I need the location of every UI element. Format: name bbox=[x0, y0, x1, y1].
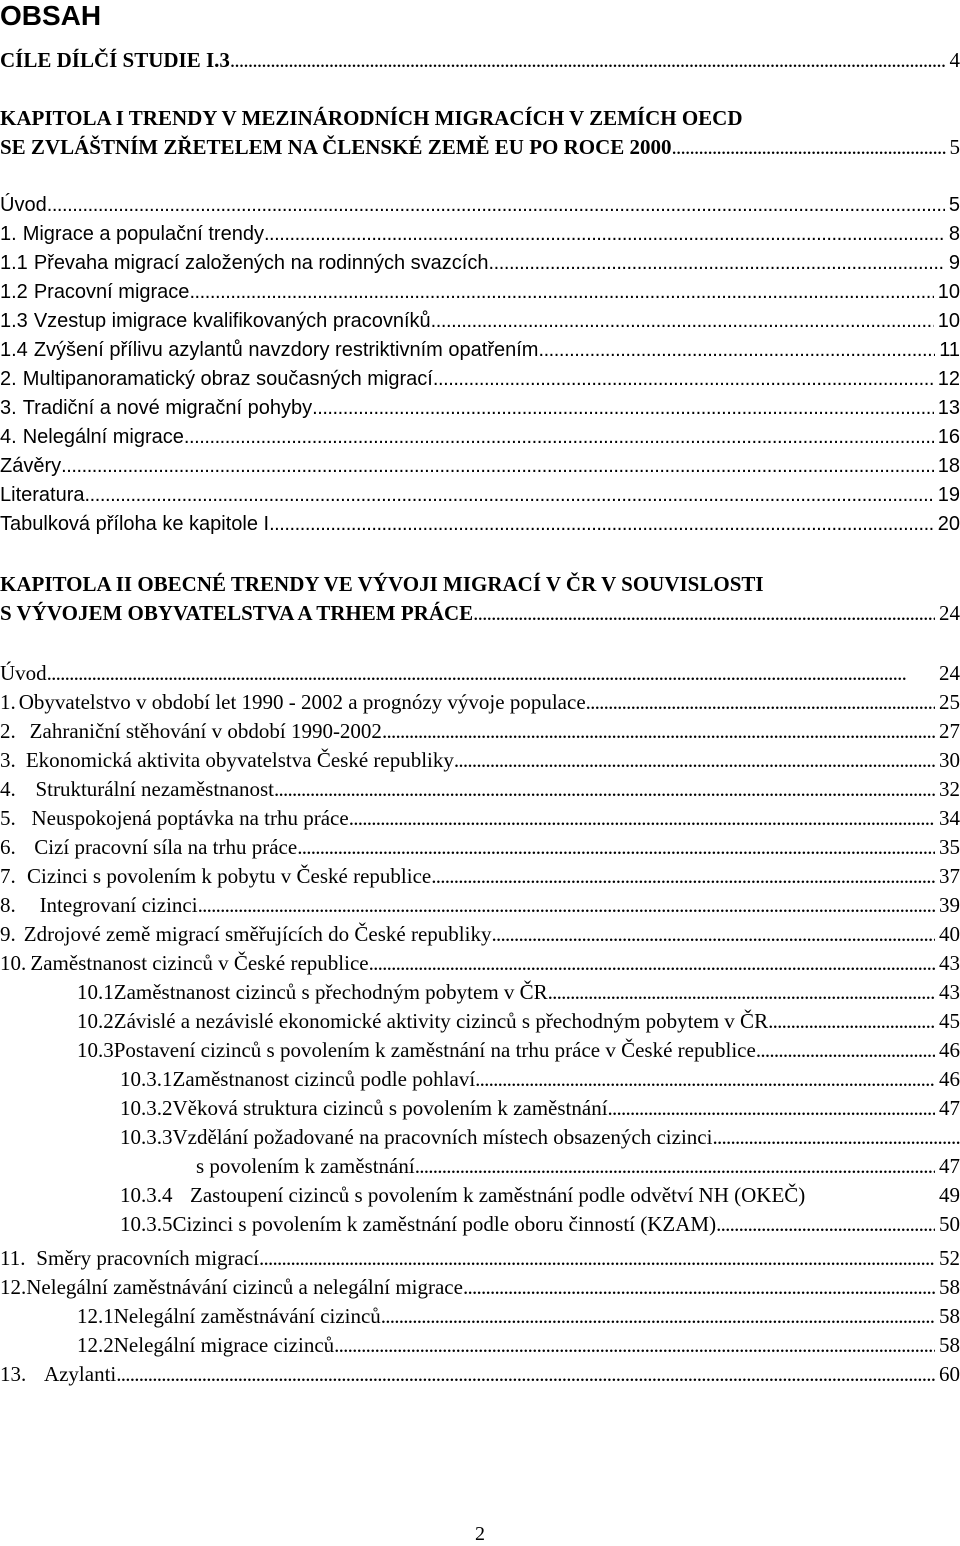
toc-entry-page: 18 bbox=[937, 455, 960, 477]
toc-entry-page: 35 bbox=[939, 835, 960, 859]
toc-entry-title: Zaměstnanost cizinců podle pohlaví bbox=[172, 1067, 476, 1091]
toc-entry-number: 1.2 bbox=[0, 281, 28, 303]
toc-entry[interactable] bbox=[0, 688, 960, 717]
toc-entry-page: 5 bbox=[948, 194, 960, 216]
dot-leader bbox=[381, 1302, 935, 1331]
toc-entry[interactable] bbox=[0, 220, 960, 249]
toc-entry[interactable] bbox=[0, 1007, 960, 1036]
toc-entry-page: 11 bbox=[939, 339, 960, 361]
toc-entry-title: Multipanoramatický obraz současných migrací bbox=[22, 368, 433, 390]
toc-entry-title: Směry pracovních migrací bbox=[36, 1246, 260, 1270]
toc-entry-page: 47 bbox=[939, 1096, 960, 1120]
toc-entry[interactable] bbox=[0, 920, 960, 949]
toc-entry-title: Převaha migrací založených na rodinných svazcích bbox=[33, 252, 489, 274]
dot-leader bbox=[264, 220, 945, 249]
toc-entry-page: 19 bbox=[937, 484, 960, 506]
toc-entry-page: 13 bbox=[937, 397, 960, 419]
toc-entry[interactable] bbox=[0, 1331, 960, 1360]
dot-leader bbox=[230, 46, 946, 75]
toc-entry-number: 10.3.5 bbox=[120, 1212, 173, 1236]
toc-entry-title: Integrovaní cizinci bbox=[39, 893, 198, 917]
dot-leader bbox=[297, 833, 935, 862]
toc-entry-number: 1.3 bbox=[0, 310, 28, 332]
toc-entry-number: 7. bbox=[0, 864, 16, 888]
document-title: OBSAH bbox=[0, 0, 102, 31]
dot-leader bbox=[274, 775, 935, 804]
toc-entry-title: Zaměstnanost cizinců s přechodným pobytem v ČR bbox=[113, 980, 548, 1004]
toc-entry[interactable] bbox=[0, 1210, 960, 1239]
toc-entry-title: Zastoupení cizinců s povolením k zaměstnání podle odvětví NH (OKEČ) bbox=[190, 1183, 806, 1207]
dot-leader bbox=[756, 1036, 935, 1065]
toc-entry-title: Literatura bbox=[0, 484, 85, 506]
dot-leader bbox=[463, 1273, 935, 1302]
toc-entry-page: 58 bbox=[939, 1275, 960, 1299]
dot-leader bbox=[269, 510, 934, 539]
toc-entry[interactable] bbox=[0, 1152, 960, 1181]
toc-entry-page: 45 bbox=[939, 1009, 960, 1033]
toc-entry-title: Zahraniční stěhování v období 1990-2002 bbox=[29, 719, 382, 743]
toc-entry-page: 20 bbox=[937, 513, 960, 535]
dot-leader bbox=[85, 481, 934, 510]
toc-entry[interactable] bbox=[0, 307, 960, 336]
dot-leader bbox=[189, 278, 933, 307]
toc-entry-title: Nelegální zaměstnávání cizinců a nelegální migrace bbox=[26, 1275, 463, 1299]
toc-entry[interactable] bbox=[0, 191, 960, 220]
toc-entry-page: 10 bbox=[937, 281, 960, 303]
toc-entry-number: 10. bbox=[0, 951, 27, 975]
toc-entry-title: Vzestup imigrace kvalifikovaných pracovníků bbox=[33, 310, 431, 332]
toc-entry[interactable] bbox=[0, 1036, 960, 1065]
toc-entry[interactable] bbox=[0, 510, 960, 539]
toc-entry[interactable] bbox=[0, 365, 960, 394]
toc-entry-page: 34 bbox=[939, 806, 960, 830]
dot-leader bbox=[116, 1360, 935, 1389]
toc-entry-page: 43 bbox=[939, 980, 960, 1004]
dot-leader bbox=[548, 978, 935, 1007]
toc-entry-page: 27 bbox=[939, 719, 960, 743]
dot-leader bbox=[431, 862, 935, 891]
toc-entry-page: 5 bbox=[949, 135, 960, 159]
toc-entry[interactable] bbox=[0, 104, 960, 133]
toc-entry-number: 10.3.3 bbox=[120, 1125, 173, 1149]
toc-entry-number: 1. bbox=[0, 223, 17, 245]
toc-entry-number: 1.4 bbox=[0, 339, 28, 361]
toc-entry-number: 10.3.4 bbox=[120, 1183, 173, 1207]
toc-entry[interactable] bbox=[0, 570, 960, 599]
dot-leader bbox=[712, 1123, 960, 1152]
dot-leader bbox=[768, 1007, 935, 1036]
toc-entry[interactable] bbox=[0, 1065, 960, 1094]
toc-entry-number: 8. bbox=[0, 893, 16, 917]
toc-entry[interactable] bbox=[0, 862, 960, 891]
dot-leader bbox=[716, 1210, 935, 1239]
toc-entry-page: 39 bbox=[939, 893, 960, 917]
toc-entry-number: 2. bbox=[0, 368, 17, 390]
toc-entry-title: Zdrojové země migrací směřujících do České republiky bbox=[23, 922, 492, 946]
toc-entry-number: 3. bbox=[0, 748, 16, 772]
dot-leader bbox=[349, 804, 935, 833]
toc-entry-page: 25 bbox=[939, 690, 960, 714]
toc-entry-page: 50 bbox=[939, 1212, 960, 1236]
toc-entry-number: 12.1 bbox=[77, 1304, 114, 1328]
toc-entry-number: 10.3 bbox=[77, 1038, 114, 1062]
toc-entry-page: 30 bbox=[939, 748, 960, 772]
toc-entry-number: 13. bbox=[0, 1362, 27, 1386]
toc-entry-page: 46 bbox=[939, 1067, 960, 1091]
toc-entry[interactable] bbox=[0, 746, 960, 775]
toc-entry-page: 58 bbox=[939, 1304, 960, 1328]
toc-entry-number: 10.3.1 bbox=[120, 1067, 173, 1091]
toc-entry-title: Úvod bbox=[0, 194, 47, 216]
dot-leader bbox=[198, 891, 935, 920]
toc-entry[interactable] bbox=[0, 775, 960, 804]
dot-leader bbox=[47, 191, 945, 220]
toc-entry-page: 16 bbox=[937, 426, 960, 448]
toc-entry-title: Věková struktura cizinců s povolením k zaměstnání bbox=[172, 1096, 608, 1120]
toc-entry-title: SE ZVLÁŠTNÍM ZŘETELEM NA ČLENSKÉ ZEMĚ EU PO ROCE 2000 bbox=[0, 135, 672, 159]
toc-entry-title: Pracovní migrace bbox=[33, 281, 190, 303]
toc-entry-title: Postavení cizinců s povolením k zaměstnání na trhu práce v České republice bbox=[113, 1038, 756, 1062]
toc-entry-title: KAPITOLA II OBECNÉ TRENDY VE VÝVOJI MIGRACÍ V ČR V SOUVISLOSTI bbox=[0, 572, 764, 596]
toc-entry-page: 4 bbox=[949, 48, 960, 72]
toc-entry[interactable] bbox=[0, 249, 960, 278]
toc-entry-title: Zvýšení přílivu azylantů navzdory restriktivním opatřením bbox=[33, 339, 539, 361]
dot-leader bbox=[454, 746, 935, 775]
toc-entry-title: s povolením k zaměstnání bbox=[196, 1154, 415, 1178]
toc-entry-title: Obyvatelstvo v období let 1990 - 2002 a prognózy vývoje populace bbox=[18, 690, 586, 714]
toc-entry-page: 8 bbox=[948, 223, 960, 245]
toc-entry-page: 9 bbox=[948, 252, 960, 274]
toc-entry-title: Tabulková příloha ke kapitole I bbox=[0, 513, 270, 535]
toc-entry-title: KAPITOLA I TRENDY V MEZINÁRODNÍCH MIGRACÍCH V ZEMÍCH OECD bbox=[0, 106, 743, 130]
toc-entry-title: Nelegální zaměstnávání cizinců bbox=[113, 1304, 381, 1328]
toc-entry-title: Strukturální nezaměstnanost bbox=[35, 777, 274, 801]
toc-entry-title: Vzdělání požadované na pracovních místech obsazených cizinci bbox=[172, 1125, 713, 1149]
toc-entry[interactable] bbox=[0, 1244, 960, 1273]
dot-leader bbox=[672, 133, 946, 162]
dot-leader bbox=[538, 336, 935, 365]
toc-entry-page: 43 bbox=[939, 951, 960, 975]
toc-entry-page: 40 bbox=[939, 922, 960, 946]
toc-entry-page: 60 bbox=[939, 1362, 960, 1386]
dot-leader bbox=[334, 1331, 935, 1360]
toc-entry-page: 52 bbox=[939, 1246, 960, 1270]
toc-entry[interactable] bbox=[0, 336, 960, 365]
toc-entry-number: 3. bbox=[0, 397, 17, 419]
dot-leader bbox=[312, 394, 934, 423]
toc-entry-number: 12. bbox=[0, 1275, 27, 1299]
dot-leader bbox=[415, 1152, 935, 1181]
dot-leader bbox=[369, 949, 935, 978]
toc-entry-number: 4. bbox=[0, 426, 17, 448]
toc-entry-title: CÍLE DÍLČÍ STUDIE I.3 bbox=[0, 48, 230, 72]
toc-entry-number: 10.3.2 bbox=[120, 1096, 173, 1120]
dot-leader bbox=[61, 452, 934, 481]
toc-entry-number: 9. bbox=[0, 922, 16, 946]
dot-leader bbox=[431, 307, 934, 336]
toc-entry-number: 4. bbox=[0, 777, 16, 801]
toc-entry-title: Ekonomická aktivita obyvatelstva České republiky bbox=[25, 748, 454, 772]
toc-entry-title: Cizinci s povolením k zaměstnání podle oboru činností (KZAM) bbox=[172, 1212, 717, 1236]
toc-entry[interactable] bbox=[0, 452, 960, 481]
toc-entry[interactable] bbox=[0, 1181, 960, 1210]
dot-leader bbox=[475, 1065, 935, 1094]
toc-entry[interactable] bbox=[0, 978, 960, 1007]
page-number: 2 bbox=[475, 1523, 485, 1545]
toc-entry-page: 24 bbox=[939, 661, 960, 685]
toc-entry-number: 1.1 bbox=[0, 252, 28, 274]
toc-entry-page: 32 bbox=[939, 777, 960, 801]
toc-entry-number: 6. bbox=[0, 835, 16, 859]
toc-entry-title: Migrace a populační trendy bbox=[22, 223, 264, 245]
toc-entry-title: Neuspokojená poptávka na trhu práce bbox=[31, 806, 349, 830]
toc-entry-title: Úvod bbox=[0, 661, 47, 685]
dot-leader bbox=[491, 920, 935, 949]
toc-entry[interactable] bbox=[0, 1273, 960, 1302]
dot-leader bbox=[608, 1094, 935, 1123]
toc-entry[interactable] bbox=[0, 46, 960, 75]
dot-leader bbox=[382, 717, 935, 746]
toc-entry-number: 11. bbox=[0, 1246, 26, 1270]
toc-entry-title: Zaměstnanost cizinců v České republice bbox=[30, 951, 369, 975]
toc-entry-number: 5. bbox=[0, 806, 16, 830]
dot-leader bbox=[47, 659, 935, 688]
toc-entry-page: 58 bbox=[939, 1333, 960, 1357]
dot-leader bbox=[586, 688, 935, 717]
dot-leader bbox=[433, 365, 934, 394]
toc-entry[interactable] bbox=[0, 481, 960, 510]
toc-entry-page: 10 bbox=[937, 310, 960, 332]
toc-entry[interactable] bbox=[0, 1302, 960, 1331]
toc-entry-title: Závislé a nezávislé ekonomické aktivity cizinců s přechodným pobytem v ČR bbox=[113, 1009, 769, 1033]
toc-entry-page: 49 bbox=[939, 1183, 960, 1207]
toc-entry[interactable] bbox=[0, 659, 960, 688]
toc-entry-number: 1. bbox=[0, 690, 16, 714]
toc-entry-title: Tradiční a nové migrační pohyby bbox=[22, 397, 313, 419]
dot-leader bbox=[488, 249, 944, 278]
toc-entry[interactable] bbox=[0, 1094, 960, 1123]
toc-entry[interactable] bbox=[0, 1360, 960, 1389]
toc-entry-title: S VÝVOJEM OBYVATELSTVA A TRHEM PRÁCE bbox=[0, 601, 474, 625]
toc-entry[interactable] bbox=[0, 891, 960, 920]
toc-entry[interactable] bbox=[0, 949, 960, 978]
dot-leader bbox=[184, 423, 934, 452]
toc-entry-title: Cizí pracovní síla na trhu práce bbox=[34, 835, 298, 859]
toc-entry[interactable] bbox=[0, 423, 960, 452]
dot-leader bbox=[473, 599, 935, 628]
toc-entry-number: 2. bbox=[0, 719, 16, 743]
toc-entry-page: 46 bbox=[939, 1038, 960, 1062]
toc-entry-number: 12.2 bbox=[77, 1333, 114, 1357]
toc-entry[interactable] bbox=[0, 133, 960, 162]
toc-entry[interactable] bbox=[0, 394, 960, 423]
toc-entry[interactable] bbox=[0, 278, 960, 307]
toc-entry-title: Azylanti bbox=[43, 1362, 117, 1386]
toc-entry[interactable] bbox=[0, 804, 960, 833]
toc-entry-title: Závěry bbox=[0, 455, 62, 477]
toc-entry[interactable] bbox=[0, 833, 960, 862]
toc-entry-title: Cizinci s povolením k pobytu v České republice bbox=[27, 864, 432, 888]
toc-entry-page: 12 bbox=[937, 368, 960, 390]
toc-entry-number: 10.1 bbox=[77, 980, 114, 1004]
dot-leader bbox=[259, 1244, 935, 1273]
toc-entry-page: 37 bbox=[939, 864, 960, 888]
toc-entry-page: 47 bbox=[939, 1154, 960, 1178]
toc-entry[interactable] bbox=[0, 1123, 960, 1152]
toc-entry-number: 10.2 bbox=[77, 1009, 114, 1033]
toc-entry[interactable] bbox=[0, 599, 960, 628]
toc-entry-title: Nelegální migrace bbox=[22, 426, 184, 448]
toc-entry-title: Nelegální migrace cizinců bbox=[113, 1333, 335, 1357]
toc-entry[interactable] bbox=[0, 717, 960, 746]
toc-entry-page: 24 bbox=[939, 601, 960, 625]
